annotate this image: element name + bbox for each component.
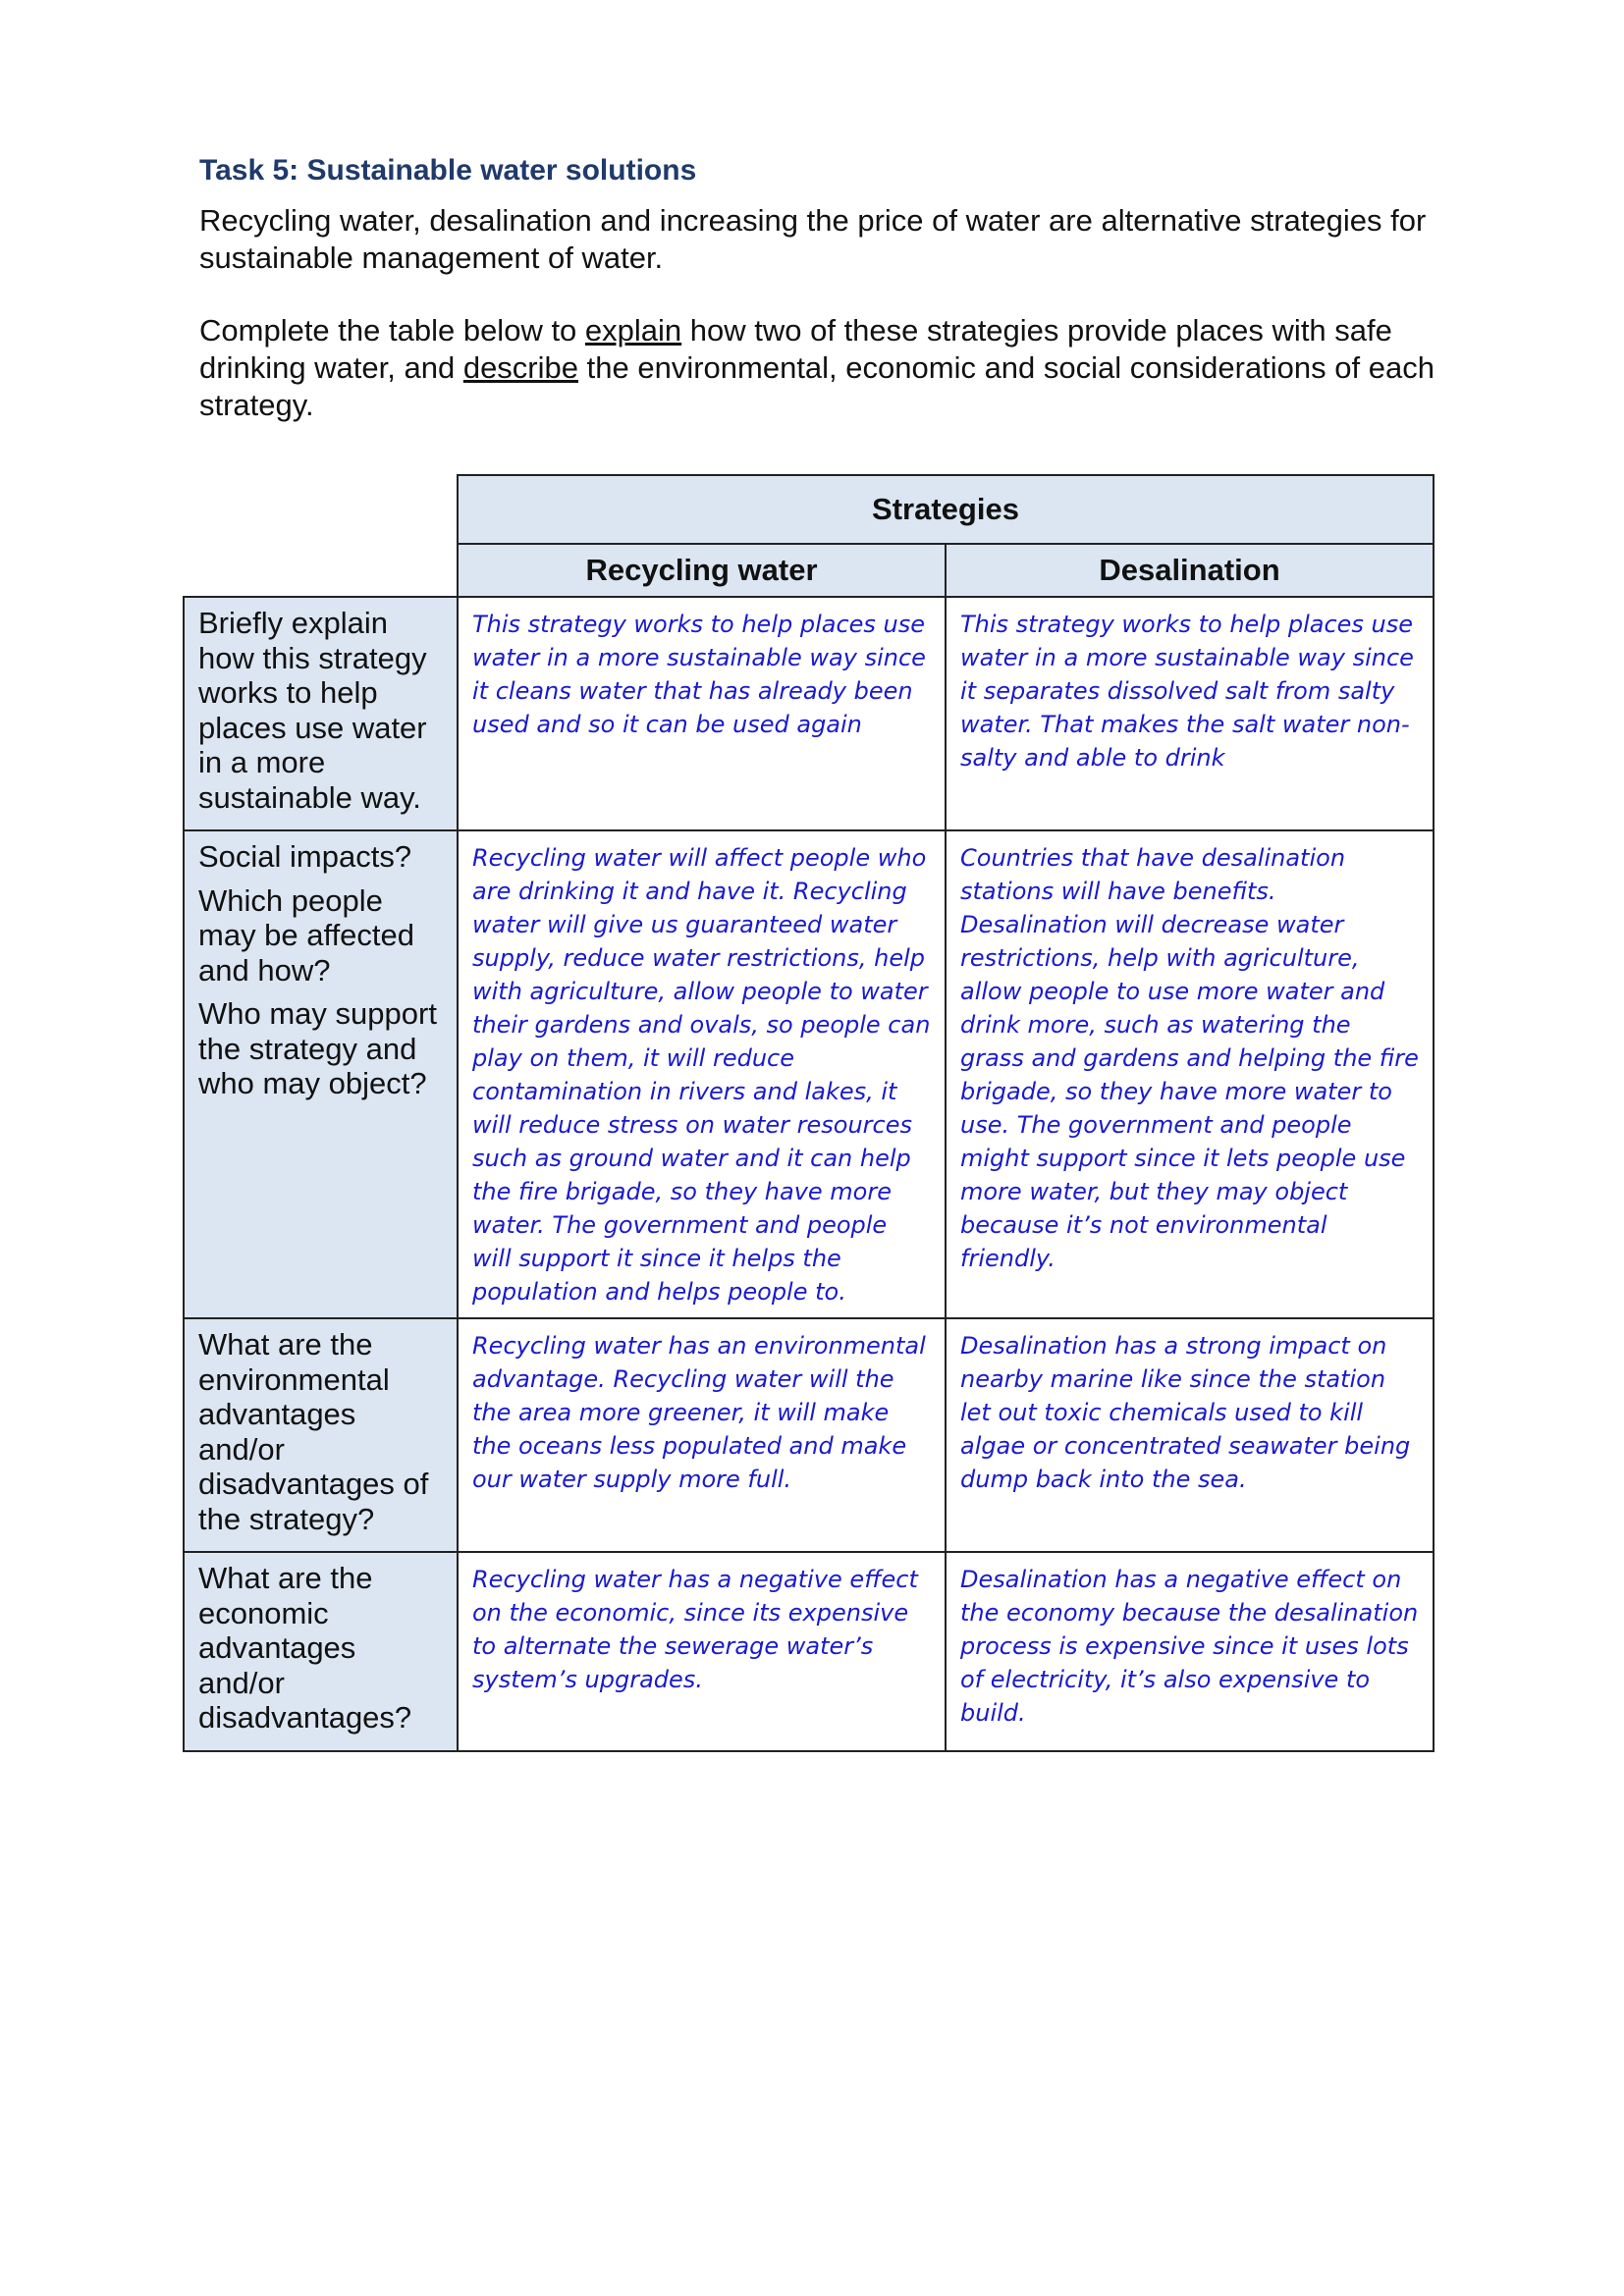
strategies-header: Strategies (458, 475, 1434, 544)
table-corner-blank (184, 475, 458, 544)
task-title: Task 5: Sustainable water solutions (199, 154, 697, 187)
answer-desalination-explain: This strategy works to help places use water in a more sustainable way since it separates dissolved salt from salty water. That makes the salt water non-salty and able to drink (946, 597, 1434, 830)
answer-desalination-environmental: Desalination has a strong impact on nearby marine like since the station let out toxic chemicals used to kill algae or concentrated seawater being dump back into the sea. (946, 1318, 1434, 1552)
instruction-paragraph: Complete the table below to explain how two of these strategies provide places with safe drinking water, and describe the environmental, economic and social considerations of each strategy. (199, 313, 1435, 422)
table-corner-blank (184, 544, 458, 597)
row-label-economic: What are the economic advantages and/or disadvantages? (184, 1552, 458, 1751)
row-label-social: Social impacts? Which people may be affected and how? Who may support the strategy and who may object? (184, 830, 458, 1318)
column-header-recycling: Recycling water (458, 544, 946, 597)
describe-underlined: describe (462, 350, 579, 385)
answer-recycling-environmental: Recycling water has an environmental advantage. Recycling water will the the area more greener, it will make the oceans less populated and make our water supply more full. (458, 1318, 946, 1552)
answer-recycling-social: Recycling water will affect people who are drinking it and have it. Recycling water will give us guaranteed water supply, reduce water restrictions, help with agriculture, allow people to water their gardens and ovals, so people can play on them, it will reduce contamination in rivers and lakes, it will reduce stress on water resources such as ground water and it can help the fire brigade, so they have more water. The government and people will support it since it helps the population and helps people to. (458, 830, 946, 1318)
explain-underlined: explain (584, 313, 682, 347)
row-label-explain: Briefly explain how this strategy works to help places use water in a more sustainable way. (184, 597, 458, 830)
answer-recycling-explain: This strategy works to help places use water in a more sustainable way since it cleans water that has already been used and so it can be used again (458, 597, 946, 830)
strategies-table (183, 474, 1435, 1752)
answer-desalination-economic: Desalination has a negative effect on the economy because the desalination process is expensive since it uses lots of electricity, it’s also expensive to build. (946, 1552, 1434, 1751)
column-header-desalination: Desalination (946, 544, 1434, 597)
intro-paragraph: Recycling water, desalination and increasing the price of water are alternative strategies for sustainable management of water. (199, 203, 1427, 275)
answer-recycling-economic: Recycling water has a negative effect on the economic, since its expensive to alternate the sewerage water’s system’s upgrades. (458, 1552, 946, 1751)
answer-desalination-social: Countries that have desalination stations will have benefits. Desalination will decrease water restrictions, help with agriculture, allow people to use more water and drink more, such as watering the grass and gardens and helping the fire brigade, so they have more water to use. The government and people might support since it lets people use more water, but they may object because it’s not environmental friendly. (946, 830, 1434, 1318)
row-label-environmental: What are the environmental advantages and/or disadvantages of the strategy? (184, 1318, 458, 1552)
